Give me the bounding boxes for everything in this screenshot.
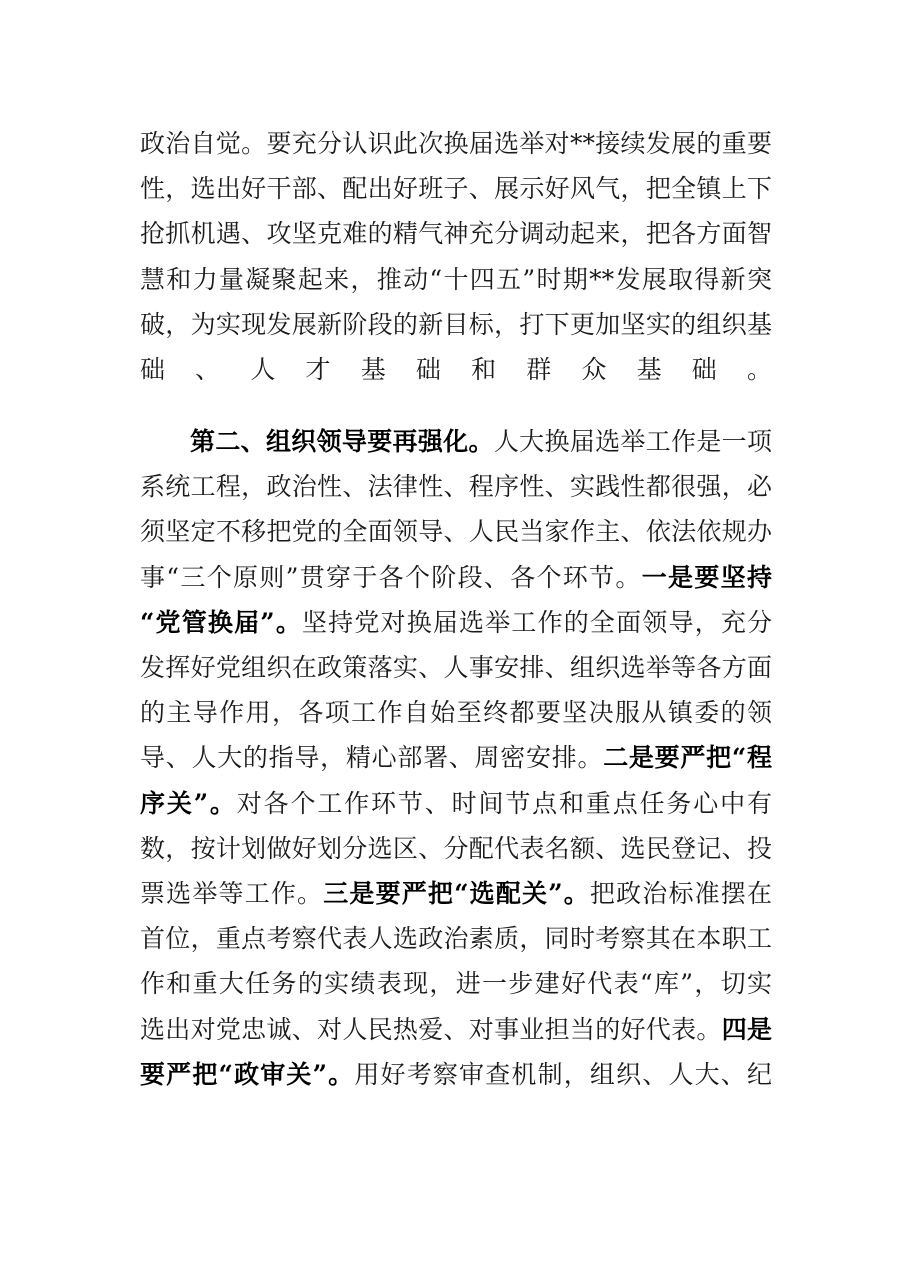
- text-line: [140, 738, 772, 778]
- text-line: [190, 422, 772, 462]
- body-text: 人大换届选举工作是一项: [493, 427, 772, 456]
- body-text: 慧和力量凝聚起来，推动“十四五”时期**发展取得新突: [140, 264, 772, 294]
- body-text: 须坚定不移把党的全面领导、人民当家作主、依法依规办: [140, 517, 772, 547]
- text-line: [140, 214, 772, 254]
- body-text: 系统工程，政治性、法律性、程序性、实践性都很强，必: [140, 472, 772, 502]
- body-text: 事“三个原则”贯穿于各个阶段、各个环节。: [140, 562, 642, 592]
- body-text: 选出对党忠诚、对人民热爱、对事业担当的好代表。: [140, 1014, 722, 1044]
- body-text: 作和重大任务的实绩表现，进一步建好代表“库”，切实: [140, 969, 772, 999]
- body-text: 对各个工作环节、时间节点和重点任务心中有: [236, 788, 772, 818]
- text-line: [140, 603, 772, 643]
- text-line: [140, 169, 772, 209]
- body-text: 数，按计划做好划分选区、分配代表名额、选民登记、投: [140, 833, 772, 863]
- body-text: 把政治标准摆在: [589, 879, 772, 908]
- bold-text: 第二、组织领导要再强化。: [190, 427, 494, 456]
- text-line: [140, 648, 772, 688]
- text-line: [140, 558, 772, 598]
- text-line: [140, 964, 772, 1004]
- text-line: [140, 350, 772, 390]
- text-line: [140, 1010, 772, 1050]
- body-text: 发挥好党组织在政策落实、人事安排、组织选举等各方面: [140, 653, 772, 682]
- bold-text: “党管换届”。: [140, 607, 302, 637]
- bold-text: 二是要严把“程: [603, 743, 772, 773]
- bold-text: 要严把“政审关”。: [140, 1059, 355, 1089]
- body-text: 首位，重点考察代表人选政治素质，同时考察其在本职工: [140, 924, 772, 954]
- text-line: [140, 467, 772, 507]
- body-text: 的主导作用，各项工作自始至终都要坚决服从镇委的领: [140, 698, 772, 728]
- bold-text: 四是: [721, 1014, 772, 1044]
- bold-text: 一是要坚持: [641, 562, 772, 592]
- text-line: [140, 1055, 772, 1095]
- body-text: 票选举等工作。: [140, 879, 324, 908]
- bold-text: 三是要严把“选配关”。: [323, 879, 590, 908]
- text-line: [140, 829, 772, 869]
- text-line: [140, 305, 772, 345]
- text-line: [140, 693, 772, 733]
- text-line: [140, 512, 772, 552]
- bold-text: 序关”。: [140, 788, 237, 818]
- body-text: 政治自觉。要充分认识此次换届选举对**接续发展的重要: [140, 129, 772, 158]
- text-line: [140, 260, 772, 300]
- text-line: [140, 919, 772, 959]
- body-text: 坚持党对换届选举工作的全面领导，充分: [302, 607, 772, 637]
- text-line: [140, 124, 772, 164]
- body-text: 导、人大的指导，精心部署、周密安排。: [140, 743, 604, 773]
- body-text: 用好考察审查机制，组织、人大、纪: [354, 1059, 772, 1089]
- body-text: 性，选出好干部、配出好班子、展示好风气，把全镇上下: [140, 174, 772, 204]
- text-line: [140, 874, 772, 914]
- body-text: 抢抓机遇、攻坚克难的精气神充分调动起来，把各方面智: [140, 219, 772, 249]
- body-text: 破，为实现发展新阶段的新目标，打下更加坚实的组织基: [140, 309, 772, 339]
- body-text: 础、人才基础和群众基础。: [140, 355, 772, 384]
- text-line: [140, 784, 772, 824]
